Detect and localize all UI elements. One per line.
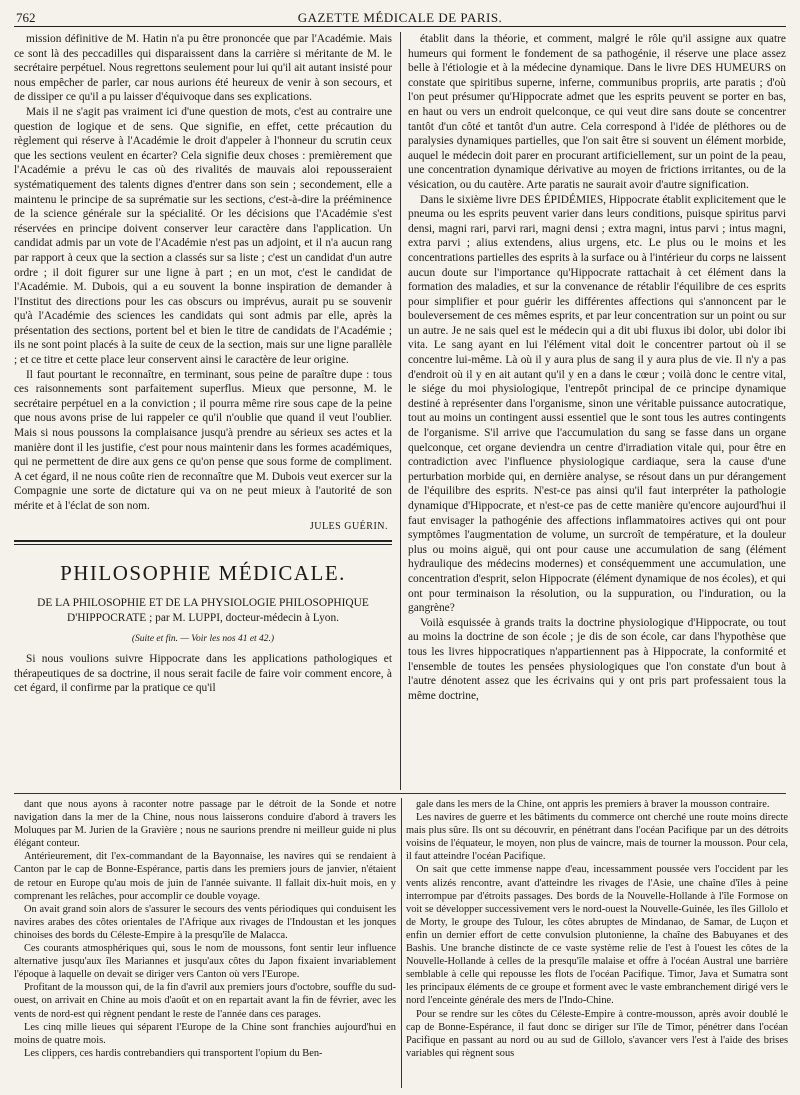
journal-title: GAZETTE MÉDICALE DE PARIS. [297,10,503,25]
paragraph: Voilà esquissée à grands traits la doctrine physiologique d'Hippocrate, ou tout au moins la doctrine de son école ; je dis de son école, car dans l'hypothèse que tous les livres hippocratiques n'appartiennent pas à Hippocrate, la conformité et l'ensemble de toutes les pensées physiologiques que l'on constate d'un bout à l'autre dénotent assez que les écrivains qui y ont pris part professaient tous la même doctrine, [408,616,786,702]
paragraph: Il faut pourtant le reconnaître, en terminant, sous peine de paraître dupe : tous ces raisonnements sont parfaitement superflus. Mieux que personne, M. le secrétaire perpétuel en a la conviction ; il pourra même rire sous cape de la peine que nous avons prise de lui rappeler ce qu'il n'oublie que quand il veut l'oublier. Mais si nous poussons la complaisance jusqu'à prendre au sérieux ses actes et la manière dont il les justifie, c'est pour nous maintenir dans les formes académiques, qui ne permettent de dire aux gens ce qu'on pense que sous forme de compliment. A cet égard, il ne nous coûte rien de reconnaître que M. Dubois veut exercer sur la Compagnie une sorte de dictature qui va on ne peut mieux à l'autorité de son mérite et à l'éclat de son nom. [14,368,392,512]
paragraph: gale dans les mers de la Chine, ont appris les premiers à braver la mousson contraire. [416,799,770,810]
upper-section [14,32,786,790]
paragraph: Mais il ne s'agit pas vraiment ici d'une question de mots, c'est au contraire une question de logique et de sens. Que signifie, en effet, cette précaution du règlement qui réserve à l'Académie le droit d'appeler à l'honneur du scrutin ceux que les sections veulent en écarter? Cela signifie deux choses : premièrement que l'Académie a prévu le cas où des rivalités de mauvais aloi repousseraient systématiquement des talents dignes d'entrer dans son sein ; secondement, elle a maintenu le principe de sa suprématie sur les sections, c'est-à-dire la prééminence de la science générale sur la spécialité. Or les décisions que l'Académie s'est réservées en principe doivent conserver leur caractère dans l'application. Un candidat admis par un vote de l'Académie n'est pas un adjoint, et il n'a aucun rang par rapport à ceux que la section a classés sur sa liste ; c'est un candidat d'un autre ordre ; il doit figurer sur une ligne à part ; en un mot, c'est le candidat de l'Académie. M. Dubois, qui a eu souvent la bonne inspiration de demander à l'Institut des directions pour les cas obscurs ou imprévus, aurait pu se souvenir qu'à l'Académie des sciences les candidats qui sont admis par elle, après la présentation des sections, portent bel et bien le titre de candidats de l'Académie ; ils ne sont point placés à la suite de ceux de la section, mais sur une ligne parallèle ; et ce titre et cette place leur conservent ainsi le caractère de leur origine. [14,105,392,367]
paragraph: Dans le sixième livre DES ÉPIDÉMIES, Hippocrate établit explicitement que le pneuma ou les esprits peuvent varier dans leurs conditions, puisque spiritus parvi densi, magni rari, parvi rari, magni densi ; extra magni, intus parvi ; intus magni, extra parvi ; alius extendens, alius urgens, etc. Le plus ou le moins et les concentrations partielles des esprits à la surface ou à l'intérieur du corps ne laissent aucun doute sur l'importance qu'Hippocrate rattachait à cet élément dans la formation des maladies, et sur la convenance de rétablir l'équilibre de ces esprits pour simplifier et pour guérir les différentes affections qui s'annoncent par le bouleversement de ces mêmes esprits, et par leur concentration sur un point ou sur un autre. Je ne sais quel est le médecin qui a dit ubi fluxus ibi dolor, ubi dolor ibi vita. Le sang ayant en lui l'élément vital doit le concentrer partout où il se concentre lui-même. Là où il y aura plus de sang il y aura plus de vie. Il n'y a pas d'endroit où il y en ait autant qu'il y en a dans le cœur ; voilà donc le centre vital, le siége du moi physiologique, l'entrepôt principal de ce principe dynamique destiné à représenter dans l'organisme, sinon une véritable puissance autocratique, tout au moins un contingent aussi essentiel que le sont tous les autres contingents de l'organisme. S'il arrive que l'accumulation du sang se fasse dans un organe quelconque, cet organe deviendra un centre d'irradiation vitale qui, pour être en contradiction avec l'influence physiologique cardiaque, sera la cause d'une perturbation morbide qui, en dernière analyse, se résout dans un pur dérangement de l'équilibre des esprits. N'est-ce pas ainsi qu'il faut interpréter la pathologie dynamique d'Hippocrate, et n'est-ce pas de cette manière qu'encore aujourd'hui il faut envisager la pathogénie des affections inflammatoires actives qui ont pour symptômes l'augmentation de volume, un surcroît de température, et la douleur plus ou moins aiguë, qui ont pour cause une accumulation de sang (élément hydraulique des médecins modernes) et conséquemment une accumulation, une concentration d'esprit, selon Hippocrate (élément dynamique de nos écoles), et qui ont pour terminaison la résolution, ou la suppuration, ou l'induration, ou la gangrène? [408,193,786,615]
column-divider [400,32,401,790]
upper-right-column [408,32,786,790]
paragraph: Les cinq mille lieues qui séparent l'Europe de la Chine sont franchies aujourd'hui en moins de quatre mois. [14,1021,396,1046]
article-subtitle: DE LA PHILOSOPHIE ET DE LA PHYSIOLOGIE PHILOSOPHIQUE D'HIPPOCRATE ; par M. LUPPI, docteur-médecin à Lyon. [37,597,369,625]
paragraph: Si nous voulions suivre Hippocrate dans les applications pathologiques et thérapeutiques de sa doctrine, il nous serait facile de faire voir comment encore, à cet égard, il confirme par la pratique ce qu'il [14,653,392,695]
section-title: PHILOSOPHIE MÉDICALE. [60,561,346,586]
paragraph: établit dans la théorie, et comment, malgré le rôle qu'il assigne aux quatre humeurs qui forment le fondement de sa pathogénie, il réserve une place assez belle à l'étiologie et à la médecine dynamique. Dans le livre DES HUMEURS on constate que spiritibus superne, inferne, communibus propriis, arte paratis ; d'où l'on peut présumer qu'Hippocrate admet que les esprits peuvent se porter en bas, en haut ou vers un endroit quelconque, ce qui veut dire sans doute se concentrer tantôt d'un côté et tantôt d'un autre. Cela correspond à l'idée de pléthores ou de paralysies dynamiques partielles, que l'on sait être si souvent un élément morbide, auquel le médecin doit parer en procurant artificiellement, sur un point de la peau, une concentration dynamique dérivative au moyen de frictions irritantes, ou de la vésication, ou du cautère. Arte paratis ne saurait avoir d'autre signification. [408,33,786,191]
section-divider [14,540,392,545]
page-number: 762 [16,10,36,25]
newspaper-page [14,10,786,1088]
continuation-note: (Suite et fin. — Voir les nos 41 et 42.) [131,634,275,645]
paragraph: On sait que cette immense nappe d'eau, incessamment poussée vers l'occident par les vents alizés rencontre, avant d'atteindre les rivages de l'Asie, une chaîne d'îles à peine interrompue par d'étroits passages. Des bords de la Nouvelle-Hollande à l'île Formose on voit se développer successivement vers le nord-ouest la Nouvelle-Guinée, les îles Gillolo et de Morty, le groupe des Tulour, les côtes abruptes de Mindanao, de Samar, de Luçon et enfin un dernier effort de cette convulsion plutonienne, la chaîne des Babuyanes et des Bashis. Une branche distincte de ce vaste système relie de l'est à l'ouest les côtes de la Nouvelle-Hollande à celles de la presqu'île malaise et offre à l'océan Austral une barrière semblable à celle qui repousse les flots de l'océan Pacifique. Timor, Java et Sumatra sont les principaux éléments de ce groupe et forment avec le vaste embranchement dirigé vers le nord l'enceinte générale des mers de l'Indo-Chine. [406,864,788,1007]
paragraph: Pour se rendre sur les côtes du Céleste-Empire à contre-mousson, après avoir doublé le cap de Bonne-Espérance, il faut donc se diriger sur l'île de Timor, pénétrer dans l'océan Pacifique en passant au nord ou au sud de Gillolo, s'avancer vers l'est à l'aide des brises variables qui règnent sous [406,1008,788,1059]
paragraph: dant que nous ayons à raconter notre passage par le détroit de la Sonde et notre navigation dans la mer de la Chine, nous nous laisserons conduire d'abord à travers les Moluques par M. Jurien de la Gravière ; nous ne saurions prendre ni meilleur guide ni plus élégant conteur. [14,799,396,850]
paragraph: Antérieurement, dit l'ex-commandant de la Bayonnaise, les navires qui se rendaient à Canton par le cap de Bonne-Espérance, partis dans les premiers jours de janvier, n'étaient de retour en Europe qu'au mois de juin de l'année suivante. Il fallait dix-huit mois, en y comprenant les relâches, pour accomplir ce double voyage. [14,851,396,902]
page-header [14,10,786,27]
author-signature: JULES GUÉRIN. [309,520,388,532]
paragraph: Les clippers, ces hardis contrebandiers qui transportent l'opium du Ben- [24,1047,323,1059]
paragraph: Les navires de guerre et les bâtiments du commerce ont cherché une route moins directe mais plus sûre. Ils ont su découvrir, en pénétrant dans l'océan Pacifique par un des détroits voisins de l'équateur, le moyen, non plus de vaincre, mais de tourner la mousson. Pour cela, il faut atteindre l'océan Pacifique. [406,812,788,863]
feuilleton-divider [14,793,786,794]
column-divider [401,798,402,1088]
paragraph: Profitant de la mousson qui, de la fin d'avril aux premiers jours d'octobre, souffle du sud-ouest, on arrivait en Chine au mois d'août et on en repartait avant la fin de février, avec les vents de nord-est qui règnent pendant le reste de l'année dans ces parages. [14,982,396,1020]
paragraph: Ces courants atmosphériques qui, sous le nom de moussons, font sentir leur influence alternative jusqu'aux îles Mariannes et jusqu'aux côtes du Japon fixaient invariablement l'époque à laquelle on devait se diriger vers Canton où vers l'Europe. [14,943,396,981]
lower-left-column [14,798,396,1088]
lower-right-column [406,798,788,1088]
paragraph: On avait grand soin alors de s'assurer le secours des vents périodiques qui conduisent les navires arabes des côtes orientales de l'Afrique aux rivages de l'Indoustan et les jonques chinoises des bords du Céleste-Empire à la presqu'île de Malacca. [14,903,396,941]
lower-section [14,798,786,1088]
paragraph: mission définitive de M. Hatin n'a pu être prononcée que par l'Académie. Mais ce sont là des peccadilles qui disparaissent dans la carrière si méritante de M. le secrétaire perpétuel. Nous regrettons seulement pour lui qu'il ait autant insisté pour nous empêcher de parler, car nous aurions été heureux de venir à son secours, et de dissiper ce qu'il a pu laisser d'équivoque dans ses explications. [14,33,392,104]
upper-left-column [14,32,392,790]
